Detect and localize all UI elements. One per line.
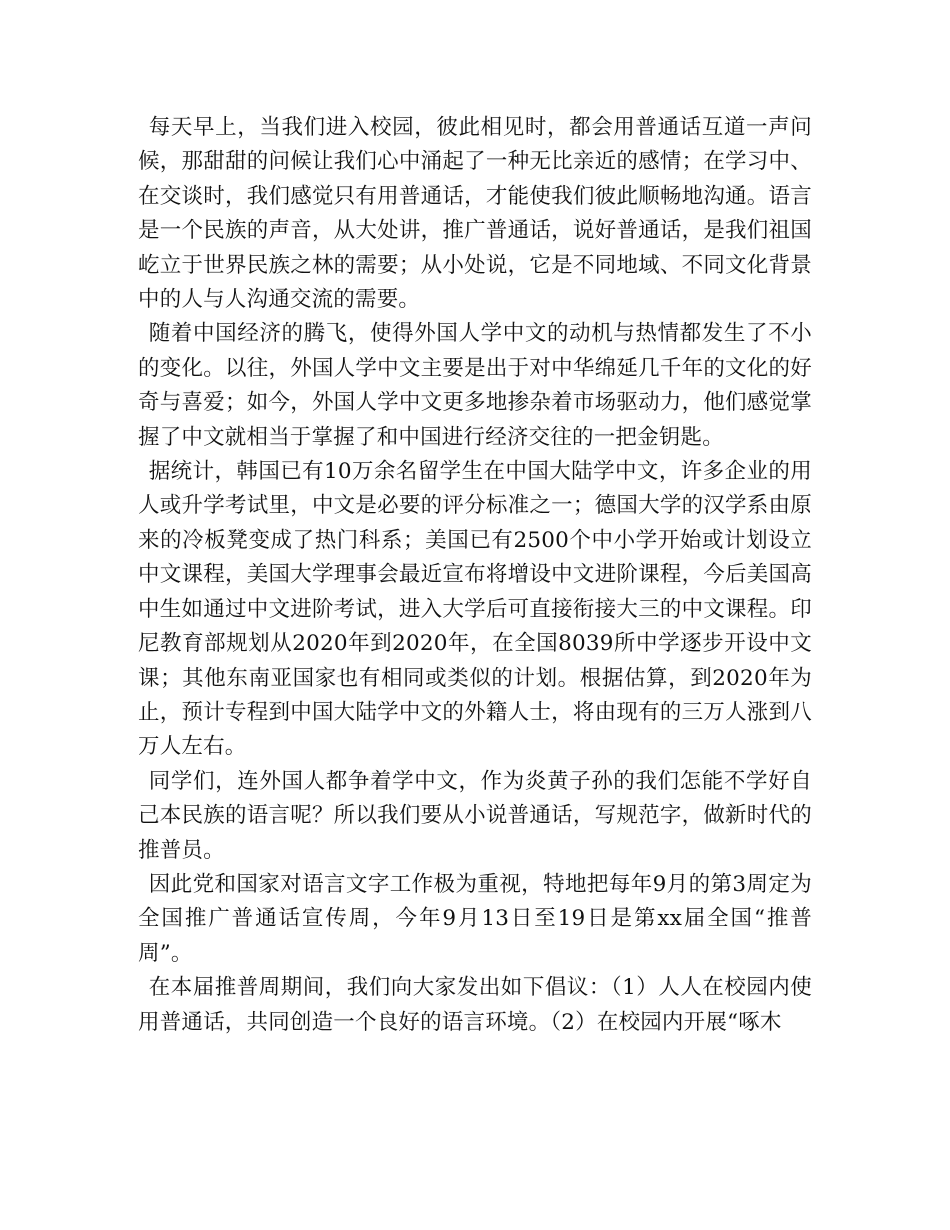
paragraph-classmates: 同学们，连外国人都争着学中文，作为炎黄子孙的我们怎能不学好自己本民族的语言呢？所以我们要从小说普通话，写规范字，做新时代的推普员。 bbox=[138, 768, 812, 863]
paragraph-promotion-week: 因此党和国家对语言文字工作极为重视，特地把每年9月的第3周定为全国推广普通话宣传周，今年9月13日至19日是第xx届全国“推普周”。 bbox=[138, 871, 812, 966]
paragraph-greeting: 每天早上，当我们进入校园，彼此相见时，都会用普通话互道一声问候，那甜甜的问候让我们心中涌起了一种无比亲近的感情；在学习中、在交谈时，我们感觉只有用普通话，才能使我们彼此顺畅地沟通。语言是一个民族的声音，从大处讲，推广普通话，说好普通话，是我们祖国屹立于世界民族之林的需要；从小处说，它是不同地域、不同文化背景中的人与人沟通交流的需要。 bbox=[138, 115, 812, 313]
paragraph-proposal: 在本届推普周期间，我们向大家发出如下倡议：（1）人人在校园内使用普通话，共同创造一个良好的语言环境。（2）在校园内开展“啄木 bbox=[138, 975, 812, 1035]
document-body bbox=[138, 111, 812, 1040]
paragraph-statistics: 据统计，韩国已有10万余名留学生在中国大陆学中文，许多企业的用人或升学考试里，中文是必要的评分标准之一；德国大学的汉学系由原来的冷板凳变成了热门科系；美国已有2500个中小学开始或计划设立中文课程，美国大学理事会最近宣布将增设中文进阶课程，今后美国高中生如通过中文进阶考试，进入大学后可直接衔接大三的中文课程。印尼教育部规划从2020年到2020年，在全国8039所中学逐步开设中文课；其他东南亚国家也有相同或类似的计划。根据估算，到2020年为止，预计专程到中国大陆学中文的外籍人士，将由现有的三万人涨到八万人左右。 bbox=[138, 459, 812, 760]
paragraph-economy: 随着中国经济的腾飞，使得外国人学中文的动机与热情都发生了不小的变化。以往，外国人学中文主要是出于对中华绵延几千年的文化的好奇与喜爱；如今，外国人学中文更多地掺杂着市场驱动力，他们感觉掌握了中文就相当于掌握了和中国进行经济交往的一把金钥匙。 bbox=[138, 321, 812, 450]
